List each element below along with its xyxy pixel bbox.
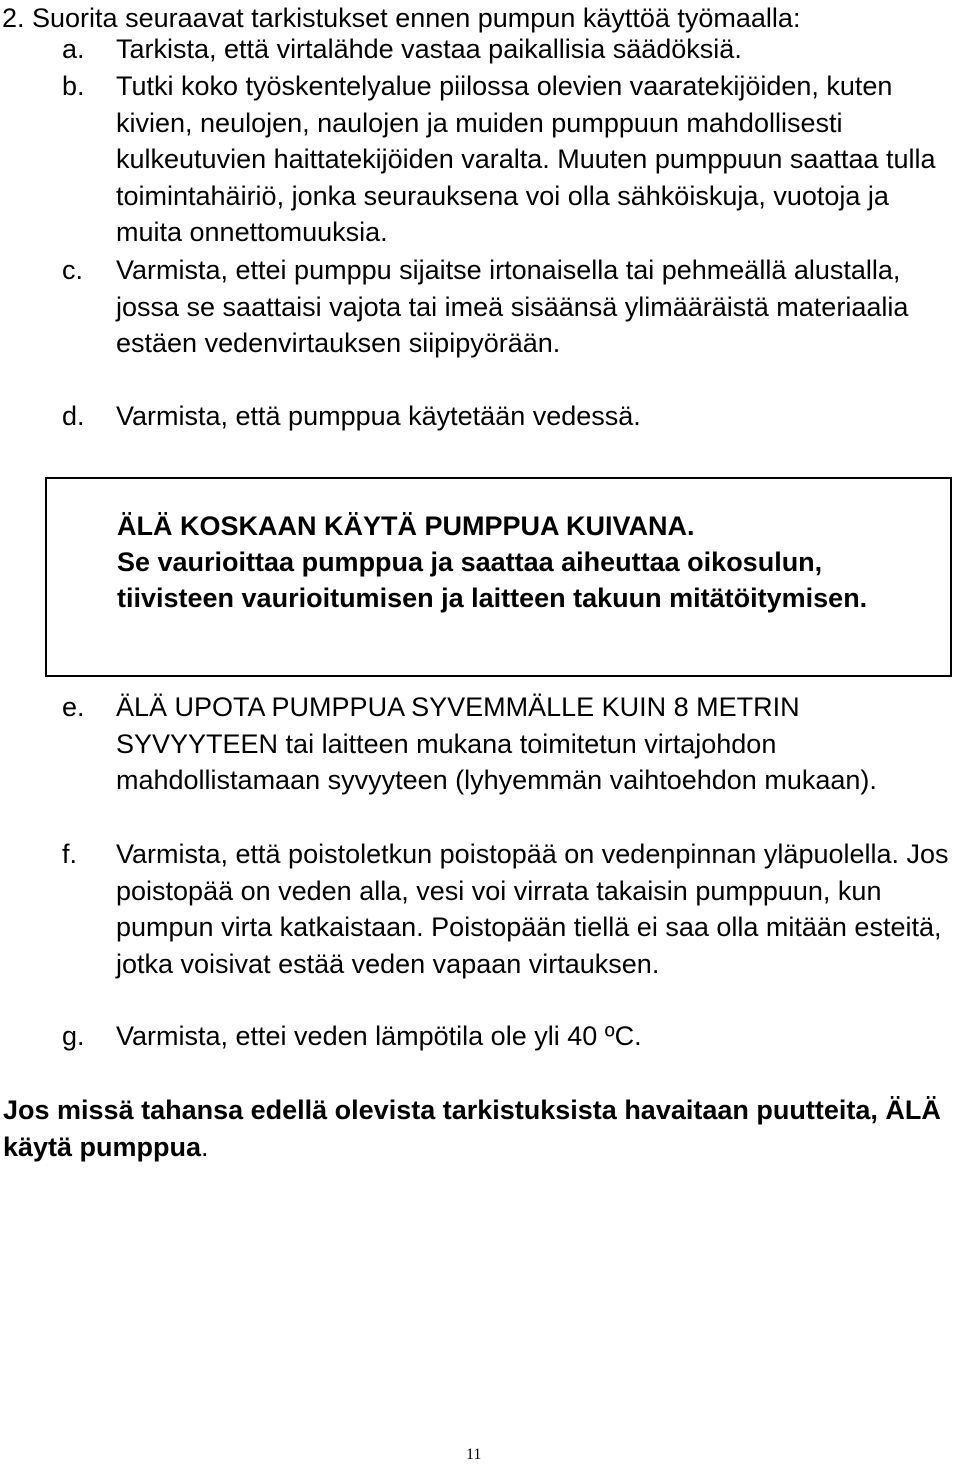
item-text: Tarkista, että virtalähde vastaa paikallisia säädöksiä. [116,34,742,64]
checklist-item-c [62,252,952,362]
item-letter: b. [62,71,85,101]
warning-body: Se vaurioittaa pumppua ja saattaa aiheuttaa oikosulun, tiivisteen vaurioitumisen ja laitteen takuun mitätöitymisen. [117,547,868,613]
conclusion-tail: . [201,1131,209,1162]
item-letter: c. [62,255,84,285]
item-text: ÄLÄ UPOTA PUMPPUA SYVEMMÄLLE KUIN 8 METRIN SYVYYTEEN tai laitteen mukana toimitetun virtajohdon mahdollistamaan syvyyteen (lyhyemmän vaihtoehdon mukaan). [116,692,877,795]
item-letter: d. [62,401,85,431]
checklist-item-e [62,689,952,799]
checklist-item-a [62,31,952,68]
warning-box [45,477,952,677]
checklist-item-g [62,1018,952,1055]
conclusion-note [3,1092,943,1165]
item-text: Varmista, ettei veden lämpötila ole yli 40 ºC. [116,1021,642,1051]
item-letter: e. [62,692,85,722]
checklist-item-d [62,398,952,435]
warning-title: ÄLÄ KOSKAAN KÄYTÄ PUMPPUA KUIVANA. [117,511,695,541]
item-text: Tutki koko työskentelyalue piilossa olevien vaaratekijöiden, kuten kivien, neulojen, naulojen ja muiden pumppuun mahdollisesti kulkeutuvien haittatekijöiden varalta. Muuten pumppuun saattaa tulla toimintahäiriö, jonka seurauksena voi olla sähköiskuja, vuotoja ja muita onnettomuuksia. [116,71,936,247]
item-text: Varmista, että poistoletkun poistopää on vedenpinnan yläpuolella. Jos poistopää on veden alla, vesi voi virrata takaisin pumppuun, kun pumpun virta katkaistaan. Poistopään tiellä ei saa olla mitään esteitä, jotka voisivat estää veden vapaan virtauksen. [116,839,949,979]
conclusion-bold: Jos missä tahansa edellä olevista tarkistuksista havaitaan puutteita, ÄLÄ käytä pumppua [3,1095,941,1162]
item-letter: g. [62,1021,85,1051]
warning-text [117,508,917,616]
checklist-item-f [62,836,952,982]
section-heading: 2. Suorita seuraavat tarkistukset ennen pumpun käyttöä työmaalla: [2,3,801,33]
item-text: Varmista, ettei pumppu sijaitse irtonaisella tai pehmeällä alustalla, jossa se saattaisi vajota tai imeä sisäänsä ylimääräistä materiaalia estäen vedenvirtauksen siipipyörään. [116,255,909,358]
item-text: Varmista, että pumppua käytetään vedessä. [116,401,641,431]
checklist-item-b [62,68,952,251]
item-letter: a. [62,34,85,64]
page-number: 11 [466,1446,482,1463]
item-letter: f. [62,839,78,869]
